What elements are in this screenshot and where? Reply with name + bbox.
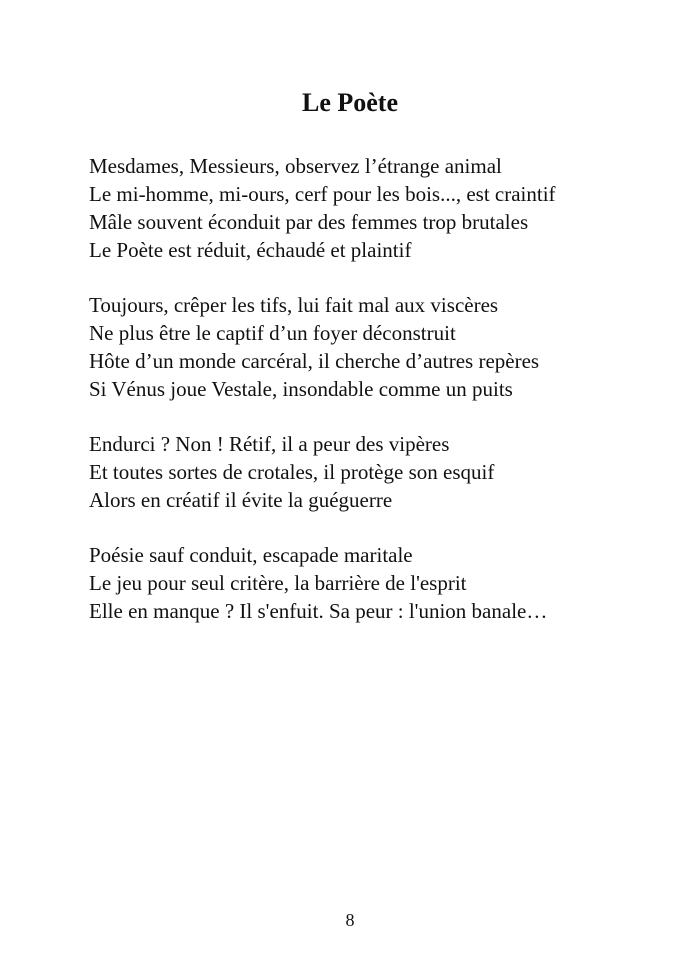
verse-line: Elle en manque ? Il s'enfuit. Sa peur : l'union banale… xyxy=(89,599,548,623)
verse-line: Alors en créatif il évite la guéguerre xyxy=(89,488,393,512)
verse-line: Le jeu pour seul critère, la barrière de l'esprit xyxy=(89,571,467,595)
verse-line: Ne plus être le captif d’un foyer déconstruit xyxy=(89,321,456,345)
verse-line: Endurci ? Non ! Rétif, il a peur des vipères xyxy=(89,432,450,456)
stanza-4 xyxy=(89,541,649,625)
page-number: 8 xyxy=(345,910,355,930)
verse-line: Toujours, crêper les tifs, lui fait mal aux viscères xyxy=(89,293,499,317)
poem-body xyxy=(89,152,649,652)
verse-line: Poésie sauf conduit, escapade maritale xyxy=(89,543,413,567)
verse-line: Mâle souvent éconduit par des femmes trop brutales xyxy=(89,210,529,234)
poem-title: Le Poète xyxy=(301,88,398,117)
verse-line: Hôte d’un monde carcéral, il cherche d’autres repères xyxy=(89,349,540,373)
verse-line: Le mi-homme, mi-ours, cerf pour les bois..., est craintif xyxy=(89,182,556,206)
stanza-3 xyxy=(89,430,649,514)
verse-line: Le Poète est réduit, échaudé et plaintif xyxy=(89,238,412,262)
verse-line: Si Vénus joue Vestale, insondable comme un puits xyxy=(89,377,513,401)
stanza-1 xyxy=(89,152,649,264)
stanza-2 xyxy=(89,291,649,403)
verse-line: Mesdames, Messieurs, observez l’étrange animal xyxy=(89,154,502,178)
verse-line: Et toutes sortes de crotales, il protège son esquif xyxy=(89,460,495,484)
